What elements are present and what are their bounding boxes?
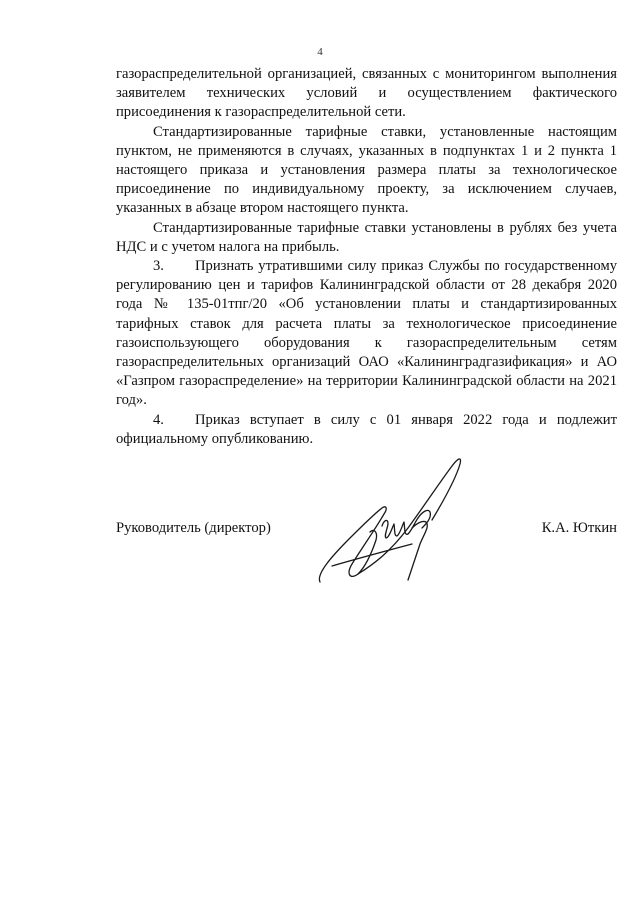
item-number-4: 4. bbox=[153, 411, 164, 428]
paragraph-rates-currency: Стандартизированные тарифные ставки установлены в рублях без учета НДС и с учетом налога на прибыль. bbox=[116, 219, 617, 255]
paragraph-continuation: газораспределительной организацией, связанных с мониторингом выполнения заявителем технических условий и осуществлением фактического присоединения к газораспределительной сети. bbox=[116, 66, 617, 121]
item-text-4: Приказ вступает в силу с 01 января 2022 года и подлежит официальному опубликованию. bbox=[116, 411, 617, 447]
item-text-3: Признать утратившими силу приказ Службы по государственному регулированию цен и тарифов Калининградской области от 28 декабря 2020 года № 135-01тпг/20 «Об установлении платы и стандартизированных тарифных ставок для расчета платы за технологическое присоединение газоиспользующего оборудования к газораспределительным сетям газораспределительных организаций ОАО «Калининградгазификация» и АО «Газпром газораспределение» на территории Калининградской области на 2021 год». bbox=[116, 258, 617, 409]
signatory-name: К.А. Юткин bbox=[541, 520, 617, 536]
page-number: 4 bbox=[317, 46, 323, 58]
item-number-3: 3. bbox=[153, 258, 164, 275]
handwritten-signature bbox=[312, 448, 482, 598]
paragraph-rates-exclusions: Стандартизированные тарифные ставки, установленные настоящим пунктом, не применяются в случаях, указанных в подпунктах 1 и 2 пункта 1 настоящего приказа и установления размера платы за технологическое присоединение по индивидуальному проекту, за исключением случаев, указанных в абзаце втором настоящего пункта. bbox=[116, 123, 617, 217]
document-body bbox=[116, 65, 617, 449]
paragraph-item-3 bbox=[116, 257, 617, 411]
signatory-title: Руководитель (директор) bbox=[116, 520, 271, 536]
paragraph-item-4 bbox=[116, 411, 617, 449]
